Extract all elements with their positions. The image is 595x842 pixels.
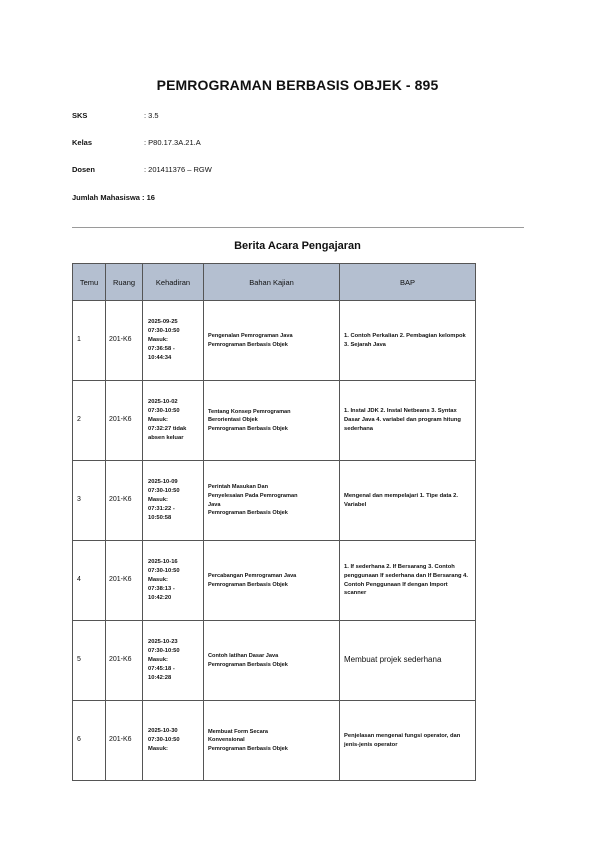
table-header-row: [73, 264, 476, 301]
attendance-line: 2025-09-25: [148, 319, 178, 326]
attendance-line: 07:31:22 -: [148, 505, 175, 512]
cell-temu: 3: [73, 461, 106, 541]
table-row: [73, 461, 476, 541]
material-line: Percabangan Pemrograman Java: [208, 572, 297, 579]
cell-ruang: 201-K6: [106, 301, 143, 381]
table-row: [73, 301, 476, 381]
material-line: Penyelesaian Pada Pemrograman: [208, 492, 298, 499]
cell-bap: Penjelasan mengenai fungsi operator, dan jenis-jenis operator: [340, 701, 476, 781]
cell-bap: 1. Contoh Perkalian 2. Pembagian kelompok 3. Sejarah Java: [340, 301, 476, 381]
attendance-line: Masuk:: [148, 745, 168, 752]
section-title: Berita Acara Pengajaran: [234, 240, 361, 252]
cell-bahan-kajian: [204, 381, 340, 461]
material-line: Contoh latihan Dasar Java: [208, 652, 279, 659]
cell-kehadiran: [143, 301, 204, 381]
table-row: [73, 381, 476, 461]
attendance-line: 07:38:13 -: [148, 585, 175, 592]
bap-table: [72, 263, 476, 781]
table-row: [73, 701, 476, 781]
table-row: [73, 541, 476, 621]
divider: [72, 227, 524, 228]
cell-bap: Mengenal dan mempelajari 1. Tipe data 2. Variabel: [340, 461, 476, 541]
material-line: Pemrograman Berbasis Objek: [208, 425, 288, 432]
cell-bahan-kajian: [204, 541, 340, 621]
cell-kehadiran: [143, 381, 204, 461]
attendance-line: 2025-10-30: [148, 728, 178, 735]
meta-value: : 201411376 – RGW: [144, 165, 212, 174]
cell-kehadiran: [143, 701, 204, 781]
cell-bap: Membuat projek sederhana: [340, 621, 476, 701]
cell-temu: 5: [73, 621, 106, 701]
attendance-line: Masuk:: [148, 337, 168, 343]
material-line: Pemrograman Berbasis Objek: [208, 745, 288, 752]
attendance-line: 10:42:28: [148, 674, 172, 681]
attendance-line: Masuk:: [148, 577, 168, 583]
cell-bahan-kajian: [204, 301, 340, 381]
attendance-line: 07:32:27 tidak: [148, 425, 187, 432]
material-line: Pemrograman Berbasis Objek: [208, 581, 288, 588]
attendance-line: Masuk:: [148, 497, 168, 503]
cell-temu: 1: [73, 301, 106, 381]
cell-bahan-kajian: [204, 701, 340, 781]
material-line: Java: [208, 501, 221, 508]
header-bahan-kajian: Bahan Kajian: [204, 264, 340, 301]
attendance-line: absen keluar: [148, 434, 184, 441]
meta-kelas: [72, 138, 201, 147]
cell-ruang: 201-K6: [106, 541, 143, 621]
header-ruang: Ruang: [106, 264, 143, 301]
meta-sks: [72, 111, 159, 120]
material-line: Pengenalan Pemrograman Java: [208, 332, 293, 339]
cell-bap: 1. Instal JDK 2. Instal Netbeans 3. Syntax Dasar Java 4. variabel dan program hitung sederhana: [340, 381, 476, 461]
material-line: Membuat Form Secara: [208, 728, 268, 735]
material-line: Konvensional: [208, 737, 245, 744]
attendance-line: 10:50:58: [148, 514, 172, 521]
attendance-line: Masuk:: [148, 657, 168, 663]
attendance-line: 07:30-10:50: [148, 408, 180, 415]
material-line: Perintah Masukan Dan: [208, 484, 268, 491]
meta-value: : P80.17.3A.21.A: [144, 138, 201, 147]
meta-label: Kelas: [72, 138, 93, 147]
header-temu: Temu: [73, 264, 106, 301]
cell-bap: 1. If sederhana 2. If Bersarang 3. Contoh penggunaan If sederhana dan If Bersarang 4. Contoh Penggunaan If dengan Import scanner: [340, 541, 476, 621]
attendance-line: 07:30-10:50: [148, 568, 180, 575]
attendance-line: 10:42:20: [148, 594, 172, 601]
cell-ruang: 201-K6: [106, 461, 143, 541]
attendance-line: Masuk:: [148, 417, 168, 423]
cell-ruang: 201-K6: [106, 701, 143, 781]
attendance-line: 2025-10-02: [148, 399, 178, 406]
cell-ruang: 201-K6: [106, 381, 143, 461]
cell-bahan-kajian: [204, 461, 340, 541]
attendance-line: 07:36:58 -: [148, 345, 175, 352]
meta-jumlah-mahasiswa: [72, 193, 155, 202]
meta-dosen: [72, 165, 212, 174]
attendance-line: 07:30-10:50: [148, 648, 180, 655]
attendance-line: 2025-10-09: [148, 479, 178, 486]
header-kehadiran: Kehadiran: [143, 264, 204, 301]
cell-ruang: 201-K6: [106, 621, 143, 701]
document-title: PEMROGRAMAN BERBASIS OBJEK - 895: [156, 77, 439, 93]
material-line: Berorientasi Objek: [208, 417, 258, 424]
material-line: Pemrograman Berbasis Objek: [208, 661, 288, 668]
attendance-line: 07:30-10:50: [148, 488, 180, 495]
attendance-line: 2025-10-23: [148, 639, 178, 646]
table-row: [73, 621, 476, 701]
meta-value: : 16: [142, 193, 155, 202]
material-line: Tentang Konsep Pemrograman: [208, 408, 291, 415]
cell-temu: 2: [73, 381, 106, 461]
attendance-line: 07:30-10:50: [148, 737, 180, 743]
cell-kehadiran: [143, 461, 204, 541]
attendance-line: 10:44:34: [148, 354, 172, 361]
attendance-line: 07:45:18 -: [148, 665, 175, 672]
meta-value: : 3.5: [144, 111, 159, 120]
material-line: Pemrograman Berbasis Objek: [208, 341, 288, 348]
meta-label: Jumlah Mahasiswa: [72, 193, 140, 202]
meta-label: Dosen: [72, 165, 95, 174]
cell-bahan-kajian: [204, 621, 340, 701]
cell-kehadiran: [143, 541, 204, 621]
cell-kehadiran: [143, 621, 204, 701]
header-bap: BAP: [340, 264, 476, 301]
attendance-line: 07:30-10:50: [148, 328, 180, 335]
cell-temu: 4: [73, 541, 106, 621]
meta-label: SKS: [72, 111, 88, 120]
cell-temu: 6: [73, 701, 106, 781]
attendance-line: 2025-10-16: [148, 559, 178, 566]
material-line: Pemrograman Berbasis Objek: [208, 510, 288, 517]
